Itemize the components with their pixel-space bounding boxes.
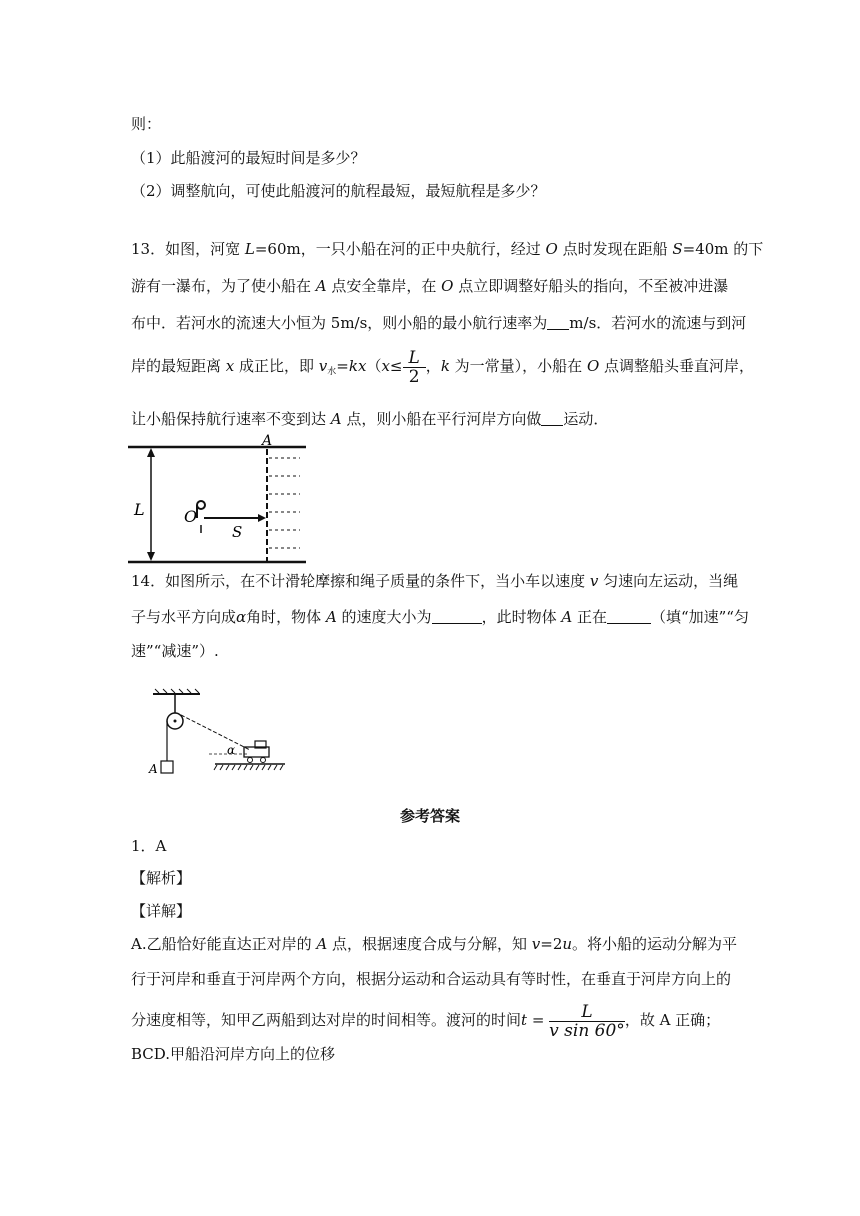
answer-line-4: BCD.甲船沿河岸方向上的位移 xyxy=(131,1045,336,1063)
intro-line: 则： xyxy=(131,115,162,133)
time-formula: $\frac{L}{\text{v sin 60°}}$ xyxy=(549,1001,625,1041)
answer-blank[interactable] xyxy=(547,315,569,330)
answer-line-2: 行于河岸和垂直于河岸两个方向，根据分运动和合运动具有等时性，在垂直于河岸方向上的 xyxy=(131,970,732,988)
detail-label: 【详解】 xyxy=(131,902,192,920)
label-o: O xyxy=(184,507,198,526)
answer-blank[interactable] xyxy=(607,609,651,624)
label-a: A xyxy=(262,433,273,449)
q14-line-2: 子与水平方向成α角时，物体 A 的速度大小为 ，此时物体 A 正在 （填“加速”“匀 xyxy=(131,608,749,626)
question-12-part-2: （2）调整航向，可使此船渡河的航程最短，最短航程是多少？ xyxy=(131,182,546,200)
label-a: A xyxy=(149,762,158,776)
answer-1: 1．A xyxy=(131,837,167,855)
answer-blank[interactable] xyxy=(432,609,482,624)
q13-line-4: 岸的最短距离 x 成正比，即 $v_水=kx(x\le$ $\frac{L}{2}$ ，k 为一常量），小船在 O 点调整船头垂直河岸， xyxy=(131,347,755,387)
q13-line-1: 13．如图，河宽 L=60m，一只小船在河的正中央航行，经过 O 点时发现在距船 S=40m 的下 xyxy=(131,240,764,258)
answer-blank[interactable] xyxy=(541,411,563,426)
q13-line-3: 布中．若河水的流速大小恒为 5m/s，则小船的最小航行速率为 m/s．若河水的流速与到河 xyxy=(131,314,747,332)
label-s: S xyxy=(232,523,243,541)
answer-line-3: 分速度相等，知甲乙两船到达对岸的时间相等。渡河的时间t = $\frac{L}{\text{v sin 60°}}$ ，故 A 正确； xyxy=(131,1001,721,1041)
q14-line-3: 速”“减速”）. xyxy=(131,642,219,660)
answers-heading: 参考答案 xyxy=(399,807,460,825)
river-figure xyxy=(128,433,306,566)
pulley-figure xyxy=(145,688,295,778)
label-alpha: α xyxy=(227,743,236,757)
q13-line-5: 让小船保持航行速率不变到达 A 点，则小船在平行河岸方向做 运动． xyxy=(131,410,609,428)
q14-line-1: 14．如图所示，在不计滑轮摩擦和绳子质量的条件下，当小车以速度 v 匀速向左运动，当绳 xyxy=(131,572,739,590)
q13-line-2: 游有一瀑布，为了使小船在 A 点安全靠岸，在 O 点立即调整好船头的指向，不至被冲进瀑 xyxy=(131,277,729,295)
analysis-label: 【解析】 xyxy=(131,869,192,887)
answer-line-1: A.乙船恰好能直达正对岸的 A 点，根据速度合成与分解，知 v=2u。将小船的运动分解为平 xyxy=(131,935,738,953)
label-l: L xyxy=(134,500,145,519)
question-12-part-1: （1）此船渡河的最短时间是多少？ xyxy=(131,149,366,167)
fraction-l-over-2: $\frac{L}{2}$ xyxy=(403,349,426,386)
